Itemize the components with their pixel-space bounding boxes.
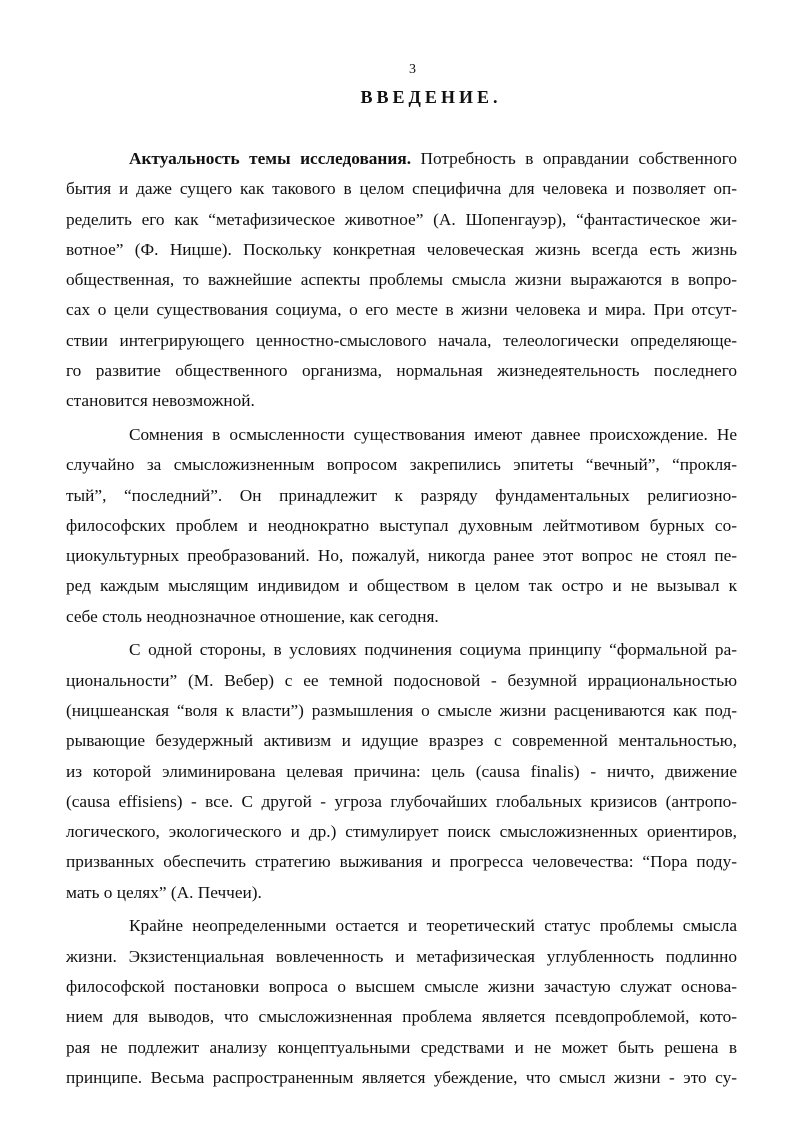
text-line: (ницшеанская “воля к власти”) размышления о смысле жизни расцениваются как под- xyxy=(66,700,737,720)
body-text xyxy=(66,144,737,1096)
text-line: (causa effisiens) - все. С другой - угроза глубочайших глобальных кризисов (антропо- xyxy=(66,791,737,811)
text-line: ределить его как “метафизическое животное” (А. Шопенгауэр), “фантастическое жи- xyxy=(66,209,737,229)
text-line: ред каждым мыслящим индивидом и обществом в целом так остро и не вызывал к xyxy=(66,576,737,596)
text-line: вотное” (Ф. Ницше). Поскольку конкретная человеческая жизнь всегда есть жизнь xyxy=(66,239,737,259)
text-line: становится невозможной. xyxy=(66,391,255,411)
text-line: мать о целях” (А. Печчеи). xyxy=(66,882,262,902)
text-line: призванных обеспечить стратегию выживания и прогресса человечества: “Пора поду- xyxy=(66,852,737,872)
text-line: из которой элиминирована целевая причина: цель (causa finalis) - ничто, движение xyxy=(66,761,737,781)
text-line: циональности” (М. Вебер) с ее темной подосновой - безумной иррациональностью xyxy=(66,670,737,690)
text-line: случайно за смысложизненным вопросом закрепились эпитеты “вечный”, “прокля- xyxy=(66,455,737,475)
text-line: философских проблем и неоднократно выступал духовным лейтмотивом бурных со- xyxy=(66,515,737,535)
text-line: тый”, “последний”. Он принадлежит к разряду фундаментальных религиозно- xyxy=(66,485,737,505)
text-line: С одной стороны, в условиях подчинения социума принципу “формальной ра- xyxy=(129,640,737,660)
text-line: го развитие общественного организма, нормальная жизнедеятельность последнего xyxy=(66,361,737,381)
text-line: Крайне неопределенными остается и теоретический статус проблемы смысла xyxy=(129,916,737,936)
text-line: себе столь неоднозначное отношение, как сегодня. xyxy=(66,606,439,626)
page-heading: ВВЕДЕНИЕ. xyxy=(360,87,502,107)
paragraph-1 xyxy=(66,144,737,417)
paragraph-3 xyxy=(66,635,737,908)
paragraph-4 xyxy=(66,911,737,1093)
text-line: рая не подлежит анализу концептуальными средствами и не может быть решена в xyxy=(66,1037,737,1057)
text-line: Сомнения в осмысленности существования имеют давнее происхождение. Не xyxy=(129,424,737,444)
text-line: сах о цели существования социума, о его месте в жизни человека и мира. При отсут- xyxy=(66,300,737,320)
text-line: жизни. Экзистенциальная вовлеченность и метафизическая углубленность подлинно xyxy=(66,946,737,966)
paragraph-lead: Актуальность темы исследования. xyxy=(129,149,412,168)
text-line: логического, экологического и др.) стимулирует поиск смысложизненных ориентиров, xyxy=(66,822,737,842)
page-number: 3 xyxy=(409,62,416,77)
paragraph-2 xyxy=(66,420,737,632)
text-line: Актуальность темы исследования. Потребность в оправдании собственного xyxy=(129,149,738,168)
text-line: философской постановки вопроса о высшем смысле жизни зачастую служат основа- xyxy=(66,976,737,996)
text-line: бытия и даже сущего как такового в целом специфична для человека и позволяет оп- xyxy=(66,179,737,199)
text-line: циокультурных преобразований. Но, пожалуй, никогда ранее этот вопрос не стоял пе- xyxy=(66,546,737,566)
text-line: общественная, то важнейшие аспекты проблемы смысла жизни выражаются в вопро- xyxy=(66,270,737,290)
text-line: рывающие безудержный активизм и идущие вразрез с современной ментальностью, xyxy=(66,731,737,751)
text-line: нием для выводов, что смысложизненная проблема является псевдопроблемой, кото- xyxy=(66,1007,737,1027)
text-line: ствии интегрирующего ценностно-смыслового начала, телеологически определяюще- xyxy=(66,330,737,350)
text-line: принципе. Весьма распространенным является убеждение, что смысл жизни - это су- xyxy=(66,1067,737,1087)
